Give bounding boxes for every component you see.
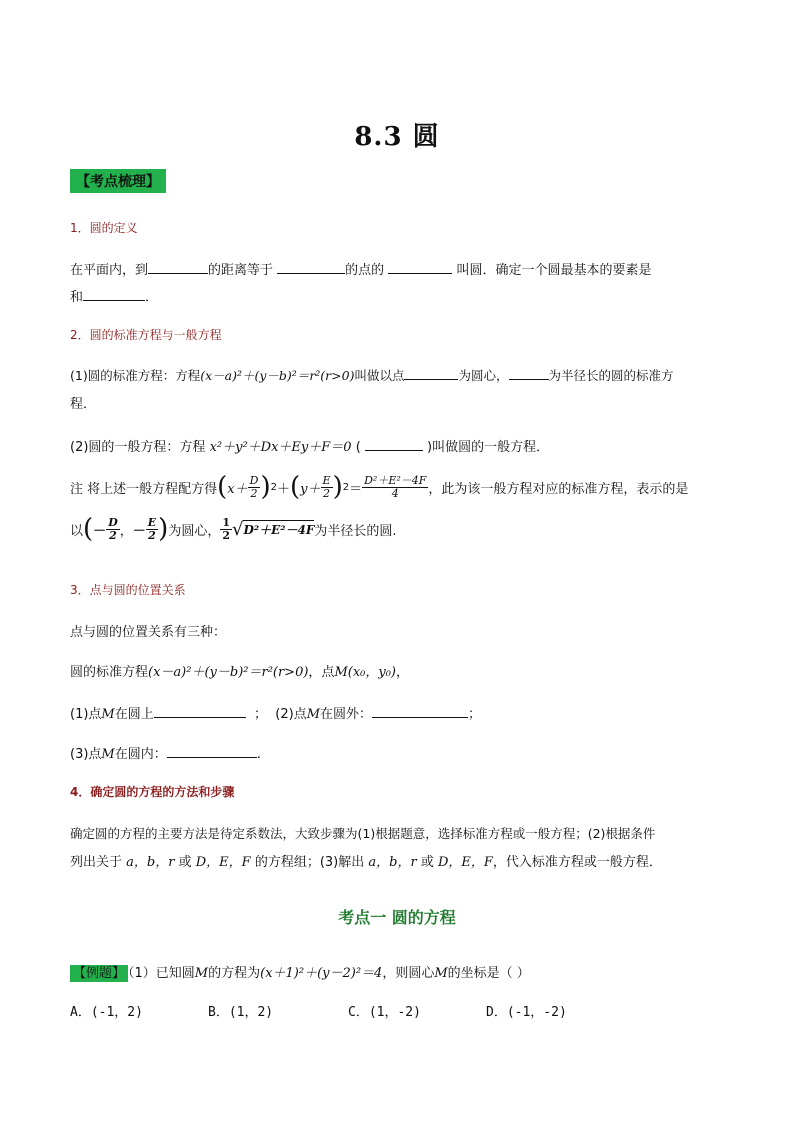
option-b[interactable]: B．(1，2) [208,1005,274,1020]
text: 和 [70,290,84,305]
text: 圆的标准方程 [70,665,149,680]
numerator: 1 [222,515,230,529]
text: (2)点 [275,707,307,722]
text: . [256,747,261,762]
text: ； [254,707,268,722]
math: D，E，F [437,855,493,870]
text: ； [468,707,482,722]
text: ． [145,290,159,305]
text: 在圆外： [320,707,373,722]
text: 的距离等于 [208,263,274,278]
numerator: E [322,473,331,487]
blank-center-point [404,366,458,380]
radicand: D²＋E²－4F [243,520,314,538]
denominator: 2 [323,486,331,500]
text: (3)点 [70,747,102,762]
sqrt-sign: √ [231,518,244,540]
blank-condition [365,437,423,451]
text: 在平面内，到 [70,263,149,278]
denominator: 2 [148,528,156,542]
denominator: 2 [109,528,117,542]
general-equation: x²＋y²＋Dx＋Ey＋F＝0 [209,440,352,455]
math: ， [119,523,133,539]
blank-radius-len [509,366,549,380]
math: y＋ [300,481,321,497]
text: 为圆心， [168,523,221,539]
text: (2)圆的一般方程：方程 [70,440,206,455]
text: ，则圆心 [382,966,435,981]
text: 的坐标是（ ） [447,966,530,981]
numerator: D [249,473,259,487]
kaodian-heading: 考点一 圆的方程 [338,908,456,927]
heading-method: 4．确定圆的方程的方法和步骤 [70,785,235,799]
text: 的方程组；(3)解出 [254,855,365,870]
text: 在圆内： [114,747,167,762]
option-c[interactable]: C．(1，-2) [348,1005,421,1020]
denominator: 4 [391,486,399,500]
text: 或 [420,855,434,870]
math: － [132,523,146,539]
position-line-2 [70,743,261,762]
text: )叫做圆的一般方程． [427,440,550,455]
text: 的方程为 [208,966,261,981]
definition-line-1 [70,259,651,278]
page-title: 8.3 圆 [354,122,440,152]
text: 注 将上述一般方程配方得 [70,481,218,497]
fraction-neg-d [106,517,120,542]
blank-inside [167,744,257,758]
text: ，代入标准方程或一般方程． [492,855,662,870]
blank-distance [277,260,345,274]
heading-definition: 1．圆的定义 [70,221,138,235]
option-d[interactable]: D．(-1，-2) [486,1005,567,1020]
text: 为圆心， [458,368,509,383]
standard-eq-line-2: 程． [70,397,97,412]
paren: ) [260,472,271,502]
standard-equation: (x－a)²＋(y－b)²＝r²(r>0) [200,368,355,383]
note-line-2 [70,516,397,542]
method-line-2 [70,851,662,870]
paren: ( [290,472,301,502]
text: 为半径长的圆. [314,523,397,539]
fraction-e-over-2 [321,475,333,500]
text: 叫圆．确定一个圆最基本的要素是 [456,263,652,278]
blank-set [388,260,452,274]
text: 以 [70,523,84,539]
position-intro: 点与圆的位置关系有三种： [70,625,227,640]
position-line-1 [70,703,481,722]
note-line-1 [70,474,688,500]
text: ，点 [308,665,335,680]
heading-equations: 2．圆的标准方程与一般方程 [70,328,222,342]
text: （1）已知圆 [128,966,195,981]
math: M [434,966,448,981]
text: 为半径长的圆的标准方 [548,368,674,383]
numerator: D²＋E²－4F [364,473,427,487]
general-eq-line [70,436,549,455]
numerator: E [147,515,157,529]
math: D，E，F [195,855,251,870]
blank-on-circle [154,704,246,718]
fraction-neg-e [146,517,158,542]
standard-equation: (x－a)²＋(y－b)²＝r²(r>0) [148,665,309,680]
example-question [70,962,530,981]
exponent: 2 [342,481,350,493]
denominator: 2 [250,486,258,500]
example-tag: 【例题】 [70,965,128,982]
text: ， [396,665,410,680]
math: M [194,966,209,981]
text: (1)圆的标准方程：方程 [70,368,201,383]
denominator: 2 [222,528,230,542]
text: (1)点 [70,707,102,722]
text: 叫做以点 [354,368,405,383]
math: a，b，r [126,855,175,870]
text: 在圆上 [114,707,154,722]
math: － [93,523,107,539]
numerator: D [108,515,118,529]
math: ＋ [277,481,291,497]
position-eq-line [70,661,409,680]
paren: ( [217,472,228,502]
method-line-1: 确定圆的方程的主要方法是待定系数法，大致步骤为(1)根据题意，选择标准方程或一般方程；(2)根据条件 [70,826,656,841]
heading-position: 3．点与圆的位置关系 [70,583,186,597]
math: M [101,707,115,722]
fraction-rhs [362,475,428,500]
math: x＋ [227,481,248,497]
point-m: M(x₀，y₀) [334,665,396,680]
fraction-d-over-2 [248,475,261,500]
blank-outside [372,704,468,718]
math: M [306,707,321,722]
blank-center [148,260,208,274]
definition-line-2 [70,286,158,305]
blank-radius [83,287,145,301]
fraction-half [220,517,232,542]
text: ( [355,440,361,455]
math: a，b，r [368,855,417,870]
text: 或 [178,855,192,870]
math: ＝ [349,481,363,497]
option-a[interactable]: A．(-1，2) [70,1005,143,1020]
text: 的点的 [345,263,385,278]
question-equation: (x＋1)²＋(y－2)²＝4 [260,966,383,981]
paren: ( [83,514,94,544]
section-tag: 【考点梳理】 [70,169,166,193]
exponent: 2 [270,481,277,493]
paren: ) [158,514,169,544]
text: 列出关于 [70,855,123,870]
text: ，此为该一般方程对应的标准方程，表示的是 [428,481,689,497]
standard-eq-line-1 [70,366,674,384]
paren: ) [332,472,343,502]
math: M [101,747,115,762]
